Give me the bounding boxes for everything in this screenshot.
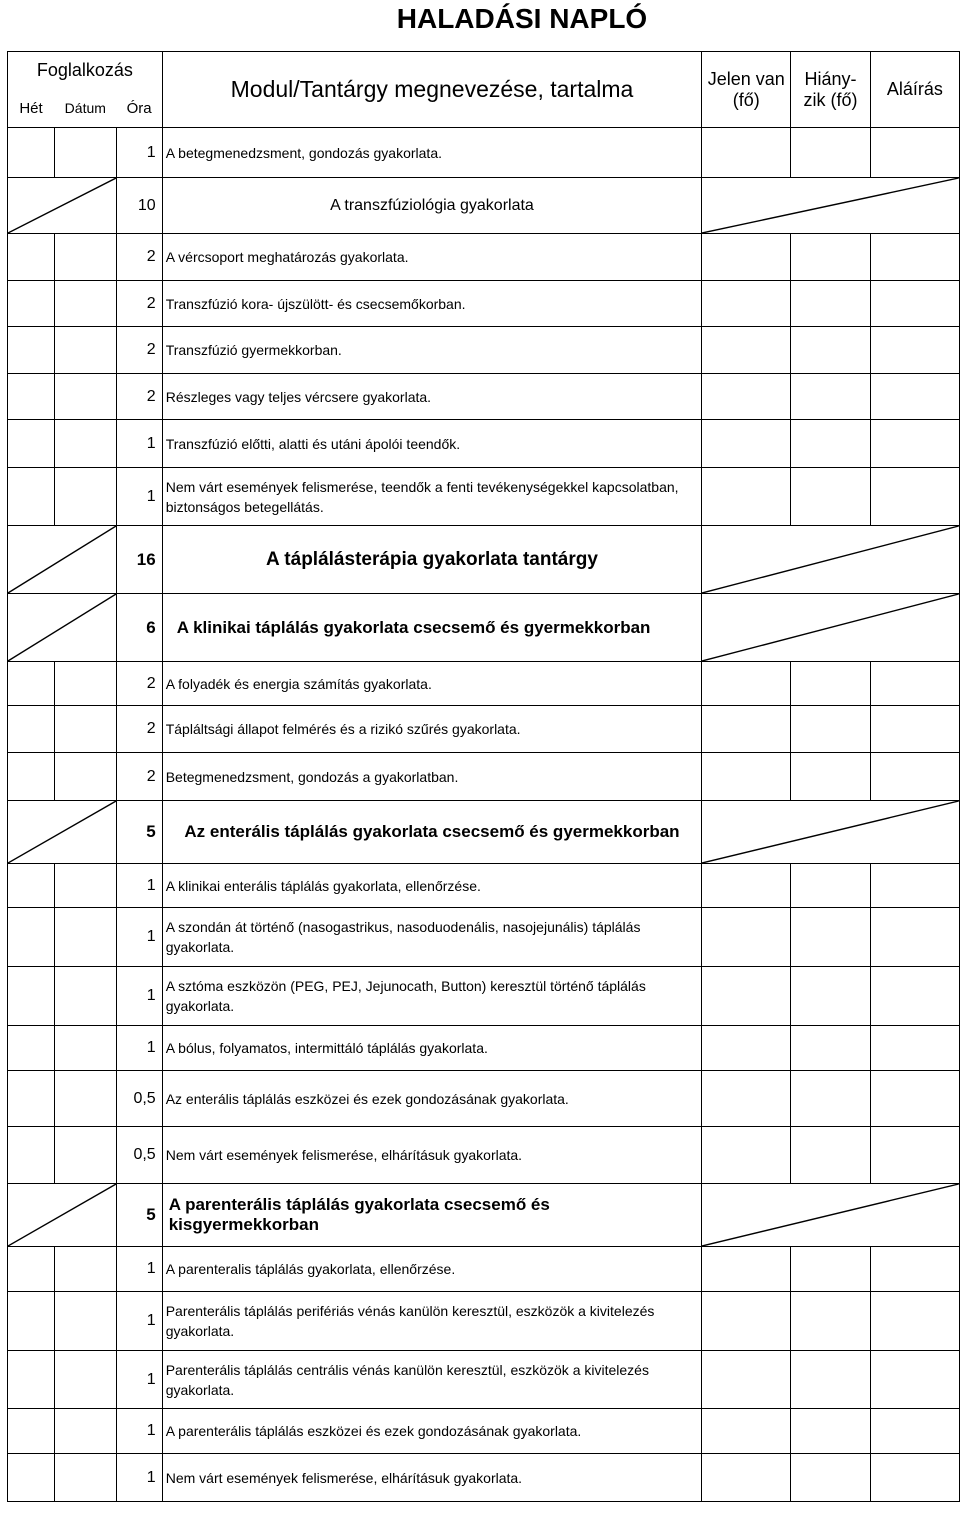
hours-cell: 1 — [117, 1454, 163, 1502]
table-row — [8, 468, 960, 526]
hours-cell: 1 — [117, 468, 163, 526]
absent-count-cell[interactable] — [791, 1409, 870, 1454]
hours-cell: 2 — [117, 753, 163, 801]
week-cell[interactable] — [8, 967, 55, 1026]
content-cell: Parenterális táplálás centrális vénás kanülön keresztül, eszközök a kivitelezés gyakorlata. — [162, 1351, 702, 1409]
content-cell: A klinikai enterális táplálás gyakorlata, ellenőrzése. — [162, 864, 702, 908]
week-date-cell-crossed — [8, 594, 117, 662]
signature-cell[interactable] — [870, 1247, 959, 1292]
attendance-signature-cell-crossed — [702, 526, 960, 594]
hours-cell: 16 — [117, 526, 163, 594]
signature-cell[interactable] — [870, 908, 959, 967]
week-cell[interactable] — [8, 281, 55, 327]
content-cell: A folyadék és energia számítás gyakorlata. — [162, 662, 702, 706]
signature-cell[interactable] — [870, 967, 959, 1026]
week-cell[interactable] — [8, 1292, 55, 1351]
crossed-diagonal-line — [702, 178, 959, 233]
date-cell[interactable] — [54, 374, 117, 420]
absent-count-cell[interactable] — [791, 1247, 870, 1292]
content-cell: Nem várt események felismerése, teendők a fenti tevékenységekkel kapcsolatban, biztonságos betegellátás. — [162, 468, 702, 526]
absent-count-cell[interactable] — [791, 864, 870, 908]
content-cell: Parenterális táplálás perifériás vénás kanülön keresztül, eszközök a kivitelezés gyakorlata. — [162, 1292, 702, 1351]
absent-count-cell[interactable] — [791, 1071, 870, 1127]
signature-cell[interactable] — [870, 662, 959, 706]
absent-count-cell[interactable] — [791, 327, 870, 374]
week-cell[interactable] — [8, 327, 55, 374]
absent-count-cell[interactable] — [791, 128, 870, 178]
date-cell[interactable] — [54, 662, 117, 706]
signature-cell[interactable] — [870, 706, 959, 753]
section-row — [8, 526, 960, 594]
header-jelen — [702, 52, 791, 128]
table-row — [8, 281, 960, 327]
table-row — [8, 908, 960, 967]
present-count-cell[interactable] — [702, 753, 791, 801]
date-cell[interactable] — [54, 706, 117, 753]
crossed-diagonal — [8, 178, 116, 233]
present-count-cell[interactable] — [702, 1071, 791, 1127]
absent-count-cell[interactable] — [791, 374, 870, 420]
crossed-diagonal — [8, 526, 116, 593]
attendance-signature-cell-crossed — [702, 1184, 960, 1247]
signature-cell[interactable] — [870, 234, 959, 281]
week-cell[interactable] — [8, 1409, 55, 1454]
absent-count-cell[interactable] — [791, 967, 870, 1026]
hours-cell: 1 — [117, 864, 163, 908]
present-count-cell[interactable] — [702, 967, 791, 1026]
content-cell: Transzfúzió előtti, alatti és utáni ápolói teendők. — [162, 420, 702, 468]
date-cell[interactable] — [54, 327, 117, 374]
section-title: A transzfúziológia gyakorlata — [162, 178, 702, 234]
present-count-cell[interactable] — [702, 420, 791, 468]
present-count-cell[interactable] — [702, 706, 791, 753]
table-row — [8, 1127, 960, 1184]
absent-count-cell[interactable] — [791, 662, 870, 706]
date-cell[interactable] — [54, 1351, 117, 1409]
signature-cell[interactable] — [870, 1071, 959, 1127]
date-cell[interactable] — [54, 864, 117, 908]
content-cell: A parenteralis táplálás gyakorlata, ellenőrzése. — [162, 1247, 702, 1292]
content-cell: Tápláltsági állapot felmérés és a rizikó szűrés gyakorlata. — [162, 706, 702, 753]
week-cell[interactable] — [8, 1351, 55, 1409]
signature-cell[interactable] — [870, 1292, 959, 1351]
header-hiany-line1: Hiány- — [804, 68, 857, 89]
section-title: A táplálásterápia gyakorlata tantárgy — [162, 526, 702, 594]
week-cell[interactable] — [8, 1026, 55, 1071]
present-count-cell[interactable] — [702, 234, 791, 281]
date-cell[interactable] — [54, 1292, 117, 1351]
section-row — [8, 594, 960, 662]
table-row — [8, 1026, 960, 1071]
section-row — [8, 1184, 960, 1247]
date-cell[interactable] — [54, 908, 117, 967]
signature-cell[interactable] — [870, 1351, 959, 1409]
hours-cell: 1 — [117, 128, 163, 178]
table-row — [8, 327, 960, 374]
date-cell[interactable] — [54, 468, 117, 526]
signature-cell[interactable] — [870, 1026, 959, 1071]
hours-cell: 2 — [117, 281, 163, 327]
week-cell[interactable] — [8, 1454, 55, 1502]
absent-count-cell[interactable] — [791, 908, 870, 967]
crossed-diagonal-line — [702, 801, 959, 863]
hours-cell: 2 — [117, 662, 163, 706]
header-jelen-line2: (fő) — [732, 89, 760, 110]
date-cell[interactable] — [54, 1247, 117, 1292]
present-count-cell[interactable] — [702, 908, 791, 967]
hours-cell: 2 — [117, 374, 163, 420]
week-date-cell-crossed — [8, 801, 117, 864]
present-count-cell[interactable] — [702, 1026, 791, 1071]
week-cell[interactable] — [8, 864, 55, 908]
signature-cell[interactable] — [870, 753, 959, 801]
date-cell[interactable] — [54, 967, 117, 1026]
absent-count-cell[interactable] — [791, 706, 870, 753]
hours-cell: 1 — [117, 967, 163, 1026]
content-cell: Transzfúzió kora- újszülött- és csecsemőkorban. — [162, 281, 702, 327]
content-cell: Az enterális táplálás eszközei és ezek gondozásának gyakorlata. — [162, 1071, 702, 1127]
header-jelen-line1: Jelen van — [707, 68, 785, 89]
date-cell[interactable] — [54, 1026, 117, 1071]
table-row — [8, 1351, 960, 1409]
hours-cell: 1 — [117, 420, 163, 468]
crossed-diagonal — [702, 1184, 959, 1246]
signature-cell[interactable] — [870, 864, 959, 908]
signature-cell[interactable] — [870, 468, 959, 526]
header-datum: Dátum — [54, 90, 117, 128]
week-cell[interactable] — [8, 468, 55, 526]
present-count-cell[interactable] — [702, 281, 791, 327]
crossed-diagonal — [702, 801, 959, 863]
week-cell[interactable] — [8, 374, 55, 420]
present-count-cell[interactable] — [702, 662, 791, 706]
table-row — [8, 374, 960, 420]
section-row — [8, 178, 960, 234]
absent-count-cell[interactable] — [791, 420, 870, 468]
absent-count-cell[interactable] — [791, 1026, 870, 1071]
crossed-diagonal — [702, 594, 959, 661]
table-row — [8, 706, 960, 753]
week-cell[interactable] — [8, 706, 55, 753]
content-cell: A szondán át történő (nasogastrikus, nasoduodenális, nasojejunális) táplálás gyakorlata. — [162, 908, 702, 967]
week-cell[interactable] — [8, 420, 55, 468]
week-cell[interactable] — [8, 1127, 55, 1184]
section-title: A klinikai táplálás gyakorlata csecsemő és gyermekkorban — [162, 594, 702, 662]
hours-cell: 1 — [117, 1292, 163, 1351]
page-title: HALADÁSI NAPLÓ — [396, 3, 648, 34]
absent-count-cell[interactable] — [791, 1292, 870, 1351]
hours-cell: 0,5 — [117, 1071, 163, 1127]
attendance-signature-cell-crossed — [702, 594, 960, 662]
content-cell: Nem várt események felismerése, elhárításuk gyakorlata. — [162, 1127, 702, 1184]
signature-cell[interactable] — [870, 1454, 959, 1502]
content-cell: A vércsoport meghatározás gyakorlata. — [162, 234, 702, 281]
present-count-cell[interactable] — [702, 1351, 791, 1409]
absent-count-cell[interactable] — [791, 1127, 870, 1184]
week-cell[interactable] — [8, 908, 55, 967]
absent-count-cell[interactable] — [791, 1454, 870, 1502]
content-cell: Transzfúzió gyermekkorban. — [162, 327, 702, 374]
crossed-diagonal-line — [8, 801, 116, 863]
present-count-cell[interactable] — [702, 128, 791, 178]
content-cell: A betegmenedzsment, gondozás gyakorlata. — [162, 128, 702, 178]
absent-count-cell[interactable] — [791, 1351, 870, 1409]
header-modul: Modul/Tantárgy megnevezése, tartalma — [162, 52, 702, 128]
table-row — [8, 864, 960, 908]
week-cell[interactable] — [8, 1071, 55, 1127]
hours-cell: 5 — [117, 801, 163, 864]
present-count-cell[interactable] — [702, 1247, 791, 1292]
present-count-cell[interactable] — [702, 864, 791, 908]
crossed-diagonal — [8, 594, 116, 661]
date-cell[interactable] — [54, 420, 117, 468]
date-cell[interactable] — [54, 753, 117, 801]
absent-count-cell[interactable] — [791, 753, 870, 801]
hours-cell: 1 — [117, 1409, 163, 1454]
present-count-cell[interactable] — [702, 1409, 791, 1454]
crossed-diagonal-line — [702, 594, 959, 661]
signature-cell[interactable] — [870, 128, 959, 178]
hours-cell: 6 — [117, 594, 163, 662]
present-count-cell[interactable] — [702, 374, 791, 420]
week-cell[interactable] — [8, 662, 55, 706]
hours-cell: 5 — [117, 1184, 163, 1247]
header-ora: Óra — [117, 90, 163, 128]
table-row — [8, 1454, 960, 1502]
absent-count-cell[interactable] — [791, 234, 870, 281]
signature-cell[interactable] — [870, 327, 959, 374]
table-row — [8, 420, 960, 468]
crossed-diagonal — [702, 526, 959, 593]
signature-cell[interactable] — [870, 1127, 959, 1184]
attendance-signature-cell-crossed — [702, 801, 960, 864]
crossed-diagonal-line — [8, 178, 116, 233]
week-date-cell-crossed — [8, 526, 117, 594]
signature-cell[interactable] — [870, 374, 959, 420]
hours-cell: 1 — [117, 1247, 163, 1292]
signature-cell[interactable] — [870, 1409, 959, 1454]
table-row — [8, 1292, 960, 1351]
date-cell[interactable] — [54, 281, 117, 327]
header-alairas: Aláírás — [870, 52, 959, 128]
signature-cell[interactable] — [870, 281, 959, 327]
crossed-diagonal — [8, 1184, 116, 1246]
week-cell[interactable] — [8, 234, 55, 281]
table-row — [8, 128, 960, 178]
content-cell: Betegmenedzsment, gondozás a gyakorlatban. — [162, 753, 702, 801]
date-cell[interactable] — [54, 128, 117, 178]
hours-cell: 1 — [117, 1351, 163, 1409]
header-het: Hét — [8, 90, 55, 128]
table-row — [8, 234, 960, 281]
crossed-diagonal-line — [702, 526, 959, 593]
section-row — [8, 801, 960, 864]
present-count-cell[interactable] — [702, 1454, 791, 1502]
absent-count-cell[interactable] — [791, 281, 870, 327]
table-row — [8, 1409, 960, 1454]
date-cell[interactable] — [54, 1454, 117, 1502]
crossed-diagonal — [702, 178, 959, 233]
section-title: Az enterális táplálás gyakorlata csecsemő és gyermekkorban — [162, 801, 702, 864]
hours-cell: 2 — [117, 234, 163, 281]
table-row — [8, 1071, 960, 1127]
content-cell: A parenterális táplálás eszközei és ezek gondozásának gyakorlata. — [162, 1409, 702, 1454]
content-cell: A bólus, folyamatos, intermittáló táplálás gyakorlata. — [162, 1026, 702, 1071]
week-cell[interactable] — [8, 753, 55, 801]
hours-cell: 0,5 — [117, 1127, 163, 1184]
crossed-diagonal-line — [8, 594, 116, 661]
date-cell[interactable] — [54, 1071, 117, 1127]
progress-log-table — [7, 51, 960, 1502]
table-row — [8, 1247, 960, 1292]
attendance-signature-cell-crossed — [702, 178, 960, 234]
date-cell[interactable] — [54, 234, 117, 281]
header-hiany-line2: zik (fő) — [803, 89, 858, 110]
crossed-diagonal-line — [8, 526, 116, 593]
table-row — [8, 753, 960, 801]
hours-cell: 1 — [117, 1026, 163, 1071]
table-row — [8, 662, 960, 706]
section-title: A parenterális táplálás gyakorlata csecsemő és kisgyermekkorban — [162, 1184, 702, 1247]
header-foglalkozas: Foglalkozás — [8, 52, 163, 90]
present-count-cell[interactable] — [702, 1292, 791, 1351]
hours-cell: 1 — [117, 908, 163, 967]
date-cell[interactable] — [54, 1409, 117, 1454]
table-row — [8, 967, 960, 1026]
crossed-diagonal-line — [8, 1184, 116, 1246]
header-row-top — [8, 52, 960, 90]
week-cell[interactable] — [8, 128, 55, 178]
signature-cell[interactable] — [870, 420, 959, 468]
present-count-cell[interactable] — [702, 1127, 791, 1184]
hours-cell: 10 — [117, 178, 163, 234]
date-cell[interactable] — [54, 1127, 117, 1184]
content-cell: A sztóma eszközön (PEG, PEJ, Jejunocath, Button) keresztül történő táplálás gyakorlata. — [162, 967, 702, 1026]
week-date-cell-crossed — [8, 178, 117, 234]
crossed-diagonal-line — [702, 1184, 959, 1246]
absent-count-cell[interactable] — [791, 468, 870, 526]
hours-cell: 2 — [117, 327, 163, 374]
week-cell[interactable] — [8, 1247, 55, 1292]
content-cell: Nem várt események felismerése, elhárításuk gyakorlata. — [162, 1454, 702, 1502]
hours-cell: 2 — [117, 706, 163, 753]
content-cell: Részleges vagy teljes vércsere gyakorlata. — [162, 374, 702, 420]
header-hiany — [791, 52, 870, 128]
crossed-diagonal — [8, 801, 116, 863]
present-count-cell[interactable] — [702, 468, 791, 526]
week-date-cell-crossed — [8, 1184, 117, 1247]
present-count-cell[interactable] — [702, 327, 791, 374]
